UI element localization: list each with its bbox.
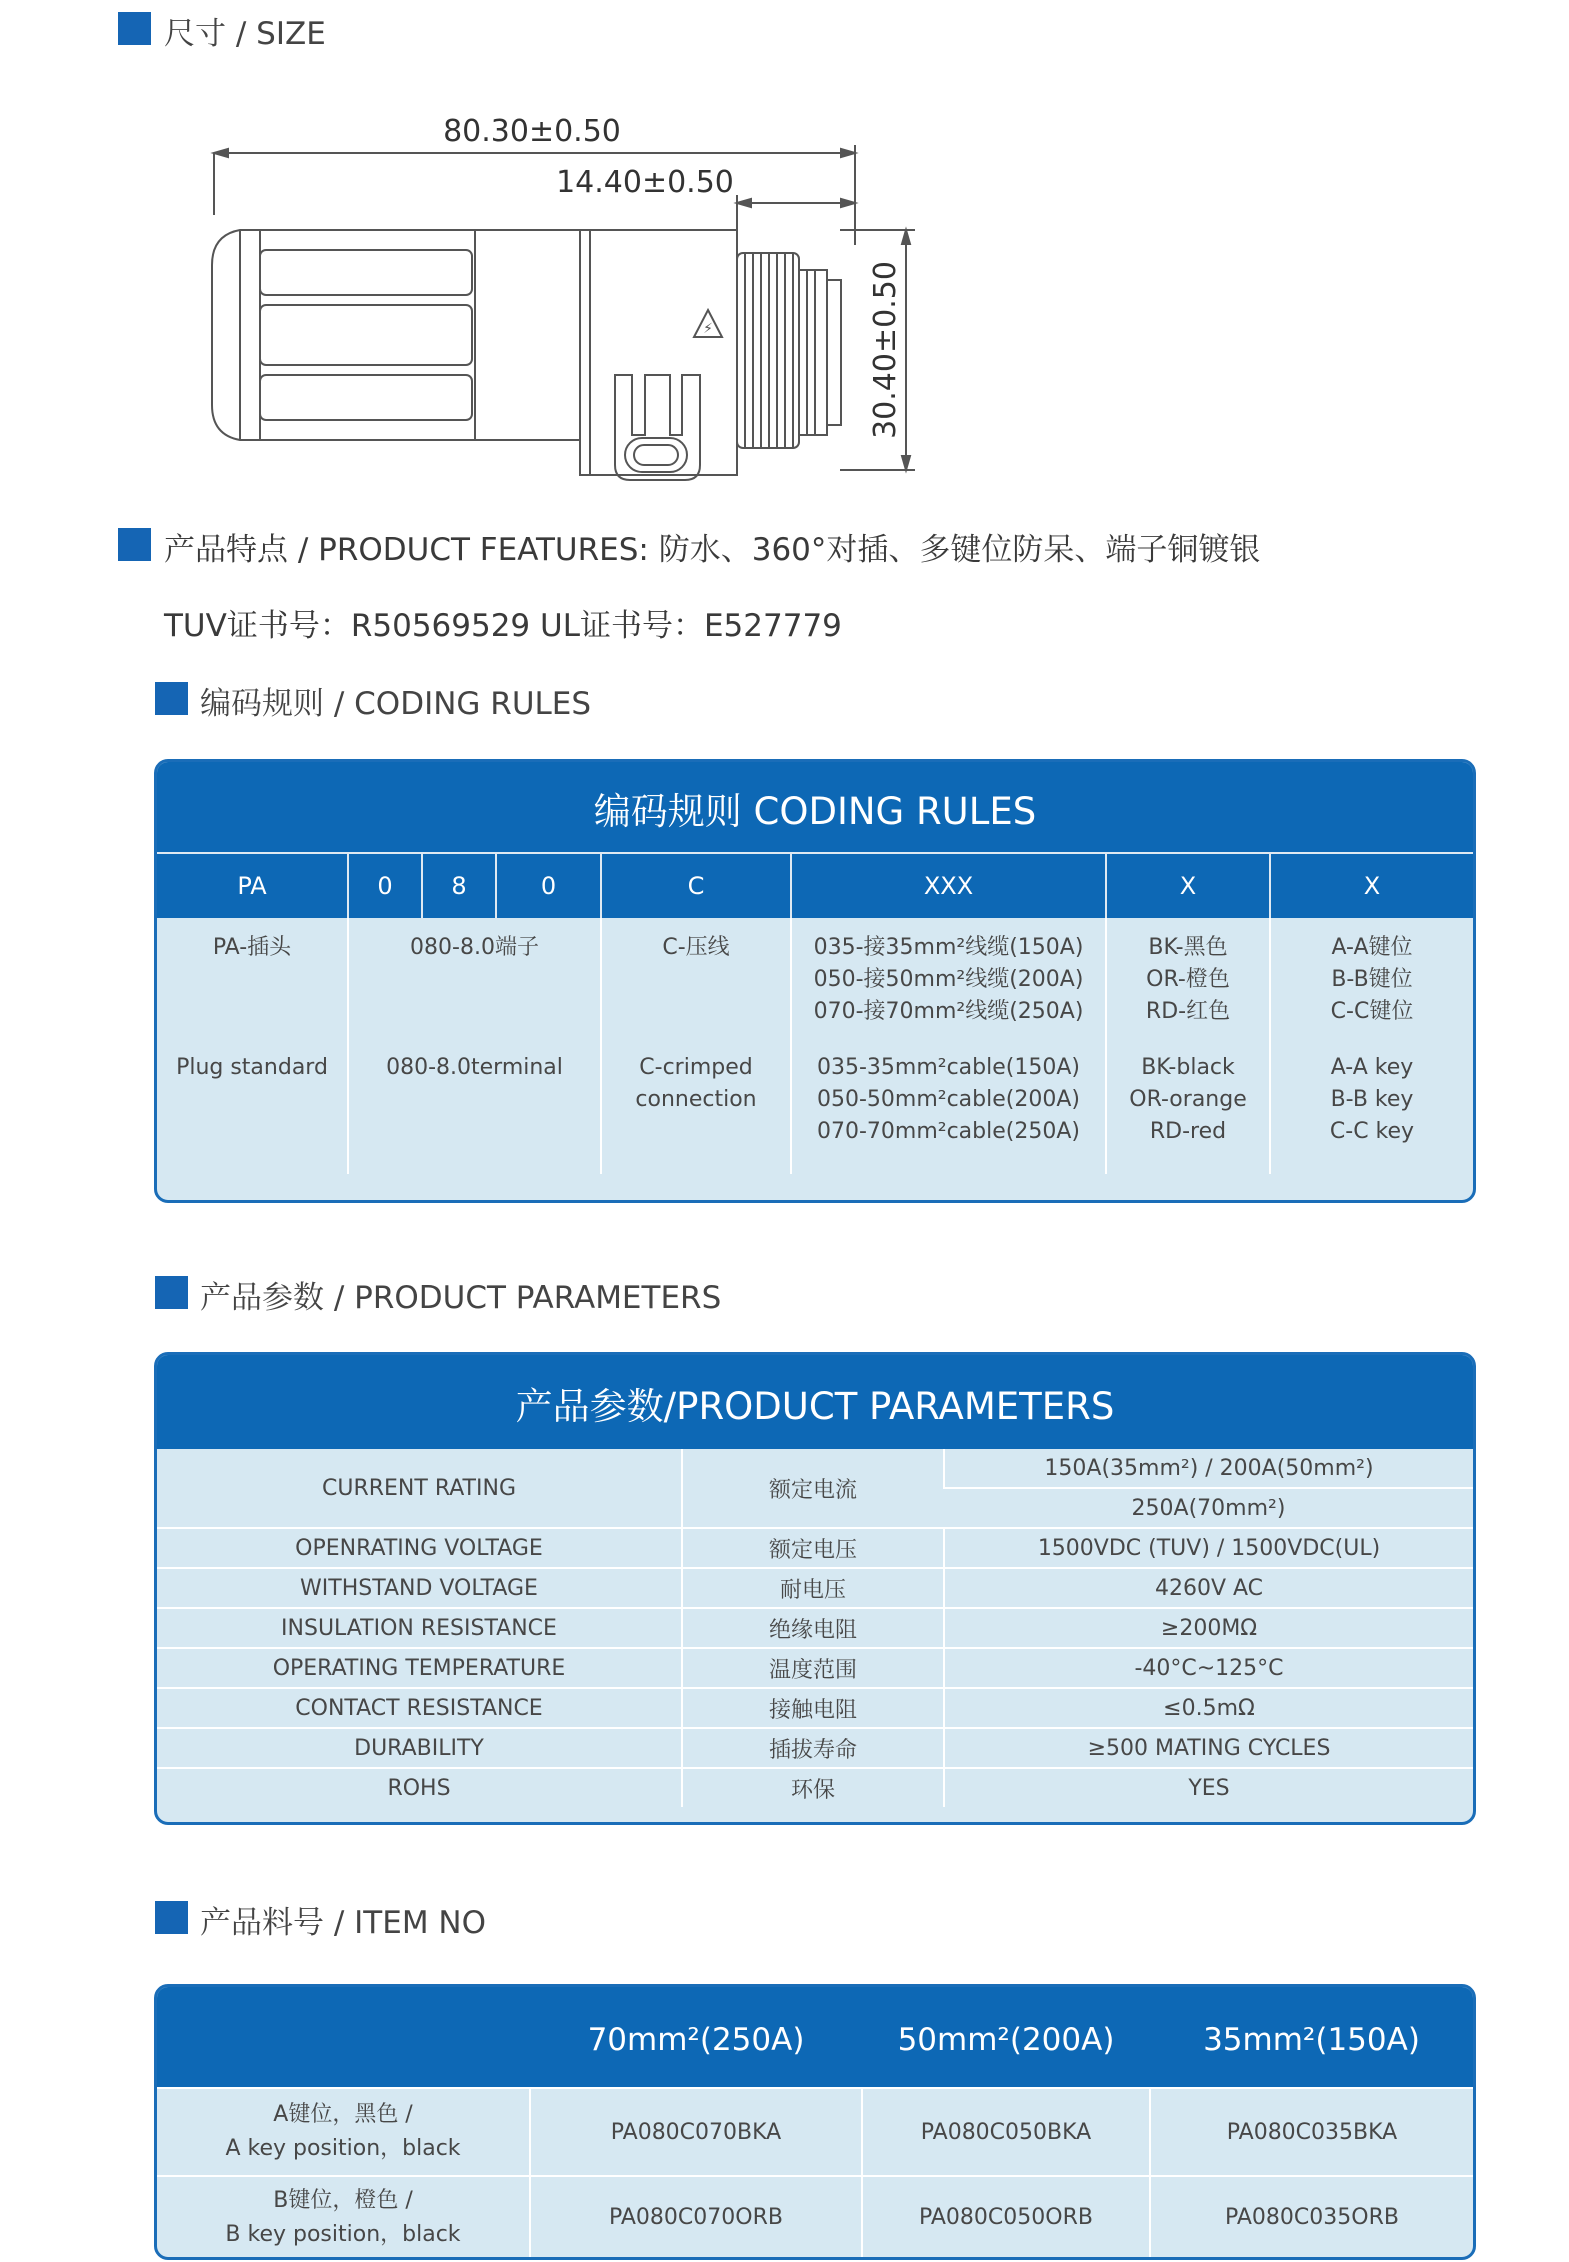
param-name-en: WITHSTAND VOLTAGE xyxy=(157,1568,682,1608)
dim-height: 30.40±0.50 xyxy=(868,261,903,439)
code-head-x2: X xyxy=(1270,853,1473,918)
item-head-70: 70mm²(250A) xyxy=(530,1987,862,2088)
code-cable-en xyxy=(791,1040,1106,1174)
item-code: PA080C070ORB xyxy=(530,2176,862,2258)
param-name-cn: 温度范围 xyxy=(682,1648,944,1688)
code-key-en xyxy=(1270,1040,1473,1174)
cable-line: 035-35mm²cable(150A) xyxy=(816,1055,1080,1080)
param-name-en: DURABILITY xyxy=(157,1728,682,1768)
certificates: TUV证书号：R50569529 UL证书号：E527779 xyxy=(164,608,842,644)
key-line: A-A key xyxy=(1330,1055,1414,1080)
section-marker xyxy=(118,528,151,561)
color-line: RD-红色 xyxy=(1145,999,1231,1024)
params-table xyxy=(154,1352,1476,1825)
code-head-8: 8 xyxy=(422,853,496,918)
size-section-title: 尺寸 / SIZE xyxy=(164,16,326,52)
code-head-c: C xyxy=(601,853,791,918)
color-line: BK-black xyxy=(1141,1055,1235,1080)
param-name-cn: 绝缘电阻 xyxy=(682,1608,944,1648)
code-terminal-en: 080-8.0terminal xyxy=(348,1040,601,1174)
cable-line: 070-70mm²cable(250A) xyxy=(816,1119,1080,1144)
section-marker xyxy=(155,682,188,715)
section-marker xyxy=(118,12,151,45)
item-section-title: 产品料号 / ITEM NO xyxy=(200,1905,487,1941)
color-line: RD-red xyxy=(1149,1119,1227,1144)
section-marker xyxy=(155,1276,188,1309)
cable-line: 070-接70mm²线缆(250A) xyxy=(813,999,1084,1024)
key-line: C-C键位 xyxy=(1330,999,1414,1024)
coding-table-title: 编码规则 CODING RULES xyxy=(157,762,1473,852)
item-code: PA080C035BKA xyxy=(1150,2088,1473,2176)
param-value: 1500VDC (TUV) / 1500VDC(UL) xyxy=(944,1528,1473,1568)
param-value: ≥500 MATING CYCLES xyxy=(944,1728,1473,1768)
crimp-line: C-crimped xyxy=(639,1055,753,1080)
item-table xyxy=(154,1984,1476,2260)
key-line: C-C key xyxy=(1329,1119,1415,1144)
param-name-cn: 接触电阻 xyxy=(682,1688,944,1728)
item-head-35: 35mm²(150A) xyxy=(1150,1987,1473,2088)
color-line: BK-黑色 xyxy=(1148,935,1228,960)
param-name-en: OPENRATING VOLTAGE xyxy=(157,1528,682,1568)
code-plug-en: Plug standard xyxy=(176,1055,328,1080)
item-code: PA080C050ORB xyxy=(862,2176,1150,2258)
code-key-cn xyxy=(1270,918,1473,1040)
param-value: ≥200MΩ xyxy=(944,1608,1473,1648)
key-line: B-B key xyxy=(1330,1087,1414,1112)
param-name-en: CONTACT RESISTANCE xyxy=(157,1688,682,1728)
item-head-50: 50mm²(200A) xyxy=(862,1987,1150,2088)
section-marker xyxy=(155,1901,188,1934)
cable-line: 050-接50mm²线缆(200A) xyxy=(813,967,1084,992)
product-features: 产品特点 / PRODUCT FEATURES: 防水、360°对插、多键位防呆、端子铜镀银 xyxy=(164,532,1261,568)
param-value: 4260V AC xyxy=(944,1568,1473,1608)
param-name-cn: 额定电压 xyxy=(682,1528,944,1568)
code-head-xxx: XXX xyxy=(791,853,1106,918)
param-current-cn: 额定电流 xyxy=(682,1449,944,1528)
item-row-label xyxy=(157,2176,530,2258)
param-name-cn: 耐电压 xyxy=(682,1568,944,1608)
param-name-en: INSULATION RESISTANCE xyxy=(157,1608,682,1648)
code-color-en xyxy=(1106,1040,1270,1174)
item-label-cn: A键位，黑色 / xyxy=(273,2102,413,2127)
cable-line: 035-接35mm²线缆(150A) xyxy=(813,935,1084,960)
code-crimp-en xyxy=(601,1040,791,1174)
param-name-en: OPERATING TEMPERATURE xyxy=(157,1648,682,1688)
code-color-cn xyxy=(1106,918,1270,1040)
coding-section-title: 编码规则 / CODING RULES xyxy=(200,686,592,722)
connector-drawing xyxy=(200,105,940,485)
param-current-en: CURRENT RATING xyxy=(322,1475,516,1501)
item-head-empty xyxy=(157,1987,530,2088)
dim-nut: 14.40±0.50 xyxy=(556,165,734,200)
color-line: OR-橙色 xyxy=(1146,967,1230,992)
param-name-cn: 环保 xyxy=(682,1768,944,1807)
param-value: YES xyxy=(944,1768,1473,1807)
color-line: OR-orange xyxy=(1129,1087,1247,1112)
code-terminal-cn: 080-8.0端子 xyxy=(348,918,601,1040)
item-label-en: A key position，black xyxy=(225,2136,461,2161)
code-head-0a: 0 xyxy=(348,853,422,918)
code-head-x1: X xyxy=(1106,853,1270,918)
key-line: B-B键位 xyxy=(1331,967,1413,992)
param-current-value-2: 250A(70mm²) xyxy=(944,1488,1473,1528)
item-code: PA080C035ORB xyxy=(1150,2176,1473,2258)
dim-length: 80.30±0.50 xyxy=(443,114,621,149)
param-name-cn: 插拔寿命 xyxy=(682,1728,944,1768)
params-table-title: 产品参数/PRODUCT PARAMETERS xyxy=(157,1355,1473,1449)
svg-text:⚡: ⚡ xyxy=(703,321,713,337)
params-section-title: 产品参数 / PRODUCT PARAMETERS xyxy=(200,1280,722,1316)
code-crimp-cn: C-压线 xyxy=(601,918,791,1040)
item-row-label xyxy=(157,2088,530,2176)
param-value: ≤0.5mΩ xyxy=(944,1688,1473,1728)
item-code: PA080C050BKA xyxy=(862,2088,1150,2176)
item-label-en: B key position，black xyxy=(225,2221,461,2247)
item-label-cn: B键位，橙色 / xyxy=(273,2187,413,2213)
coding-rules-table xyxy=(154,759,1476,1203)
code-head-pa: PA xyxy=(157,853,348,918)
code-plug-cn: PA-插头 xyxy=(212,935,292,960)
code-head-0b: 0 xyxy=(496,853,601,918)
key-line: A-A键位 xyxy=(1331,935,1413,960)
param-current-value-1: 150A(35mm²) / 200A(50mm²) xyxy=(944,1449,1473,1488)
code-cable-cn xyxy=(791,918,1106,1040)
param-value: -40°C~125°C xyxy=(944,1648,1473,1688)
cable-line: 050-50mm²cable(200A) xyxy=(816,1087,1080,1112)
crimp-line: connection xyxy=(635,1087,757,1112)
param-name-en: ROHS xyxy=(157,1768,682,1807)
item-code: PA080C070BKA xyxy=(530,2088,862,2176)
